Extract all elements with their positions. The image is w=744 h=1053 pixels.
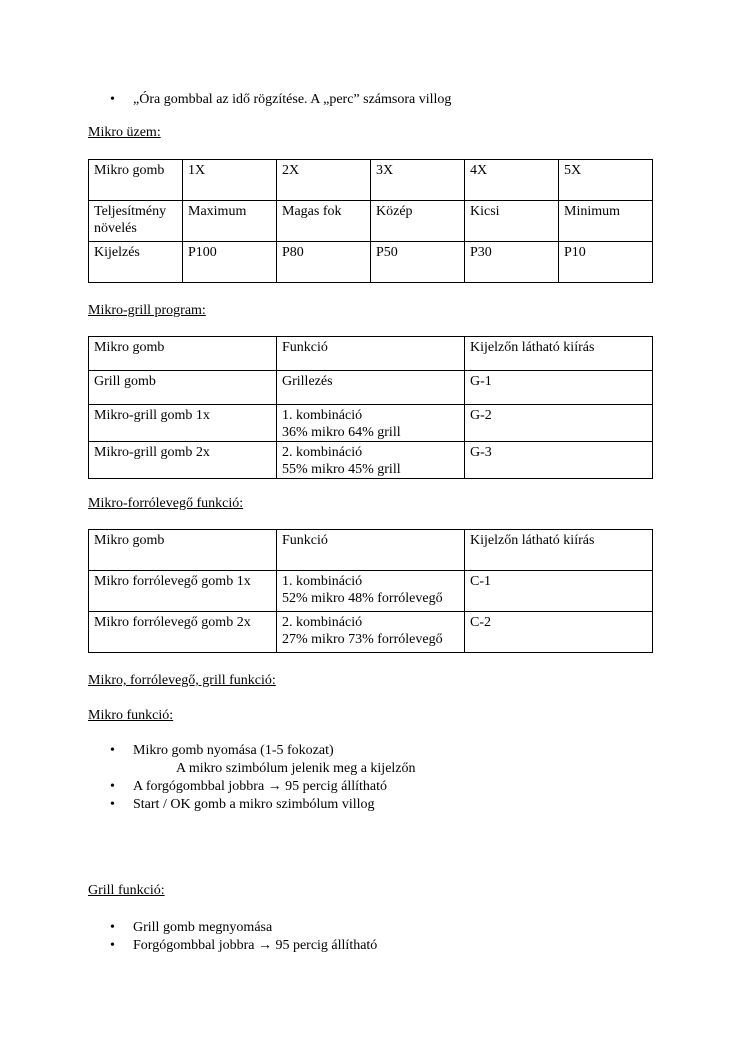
table-cell: Funkció	[277, 530, 465, 571]
table-cell: G-3	[465, 442, 653, 479]
table-cell: P30	[465, 242, 559, 283]
table-cell: Magas fok	[277, 201, 371, 242]
table-cell: P100	[183, 242, 277, 283]
table-cell: P80	[277, 242, 371, 283]
table-cell: Közép	[371, 201, 465, 242]
list-item	[110, 919, 272, 937]
list-item	[110, 742, 334, 760]
table-row	[89, 612, 653, 653]
table-cell: Minimum	[559, 201, 653, 242]
table-cell: P50	[371, 242, 465, 283]
section-heading-mikro-forrolevego: Mikro-forrólevegő funkció:	[88, 496, 244, 511]
table-cell: G-2	[465, 405, 653, 442]
list-item	[110, 937, 377, 955]
bullet-icon: •	[110, 92, 115, 107]
table-cell: 2X	[277, 160, 371, 201]
table-row	[89, 371, 653, 405]
mikro-grill-table	[88, 336, 653, 479]
bullet-icon: •	[110, 797, 115, 812]
table-row	[89, 242, 653, 283]
table-cell: Maximum	[183, 201, 277, 242]
table-cell: Mikro forrólevegő gomb 2x	[89, 612, 277, 653]
table-cell: Mikro gomb	[89, 160, 183, 201]
table-cell: Mikro-grill gomb 1x	[89, 405, 277, 442]
list-item-text: Mikro gomb nyomása (1-5 fokozat)	[133, 743, 334, 758]
table-cell: P10	[559, 242, 653, 283]
section-heading-mikro-funkcio: Mikro funkció:	[88, 708, 174, 723]
table-cell: Kijelzőn látható kiírás	[465, 530, 653, 571]
table-header-row	[89, 160, 653, 201]
table-header-row	[89, 530, 653, 571]
intro-bullet-item	[110, 91, 451, 109]
table-cell: 5X	[559, 160, 653, 201]
table-cell: 1X	[183, 160, 277, 201]
table-cell: Grillezés	[277, 371, 465, 405]
list-item-text: Forgógombbal jobbra → 95 percig állítható	[133, 938, 378, 953]
table-cell: 1. kombináció 36% mikro 64% grill	[277, 405, 465, 442]
table-cell: 2. kombináció 27% mikro 73% forrólevegő	[277, 612, 465, 653]
bullet-icon: •	[110, 920, 115, 935]
table-row	[89, 405, 653, 442]
table-cell: 4X	[465, 160, 559, 201]
table-cell: Kicsi	[465, 201, 559, 242]
table-cell: Grill gomb	[89, 371, 277, 405]
table-cell: G-1	[465, 371, 653, 405]
intro-bullet-text: „Óra gombbal az idő rögzítése. A „perc” számsora villog	[133, 92, 452, 107]
table-row	[89, 442, 653, 479]
table-cell: C-1	[465, 571, 653, 612]
list-item-text: A forgógombbal jobbra → 95 percig állítható	[133, 779, 388, 794]
table-cell: Kijelzés	[89, 242, 183, 283]
bullet-icon: •	[110, 779, 115, 794]
bullet-icon: •	[110, 938, 115, 953]
bullet-icon: •	[110, 743, 115, 758]
table-cell: 3X	[371, 160, 465, 201]
table-cell: 2. kombináció 55% mikro 45% grill	[277, 442, 465, 479]
table-cell: Mikro-grill gomb 2x	[89, 442, 277, 479]
table-cell: Mikro forrólevegő gomb 1x	[89, 571, 277, 612]
list-item-text: Start / OK gomb a mikro szimbólum villog	[133, 797, 375, 812]
section-heading-grill-funkcio: Grill funkció:	[88, 883, 165, 898]
table-cell: Kijelzőn látható kiírás	[465, 337, 653, 371]
table-row	[89, 571, 653, 612]
mikro-uzem-table	[88, 159, 653, 283]
list-item-text: Grill gomb megnyomása	[133, 920, 273, 935]
mikro-forrolevego-table	[88, 529, 653, 653]
section-heading-mikro-uzem: Mikro üzem:	[88, 125, 161, 140]
section-heading-mikro-grill: Mikro-grill program:	[88, 303, 206, 318]
table-header-row	[89, 337, 653, 371]
table-row	[89, 201, 653, 242]
table-cell: Mikro gomb	[89, 530, 277, 571]
list-item	[110, 778, 387, 796]
table-cell: Teljesítmény növelés	[89, 201, 183, 242]
table-cell: C-2	[465, 612, 653, 653]
section-heading-kombinalt: Mikro, forrólevegő, grill funkció:	[88, 673, 276, 688]
list-item	[110, 796, 375, 814]
table-cell: Funkció	[277, 337, 465, 371]
table-cell: Mikro gomb	[89, 337, 277, 371]
list-item-subnote: A mikro szimbólum jelenik meg a kijelzőn	[176, 761, 416, 776]
table-cell: 1. kombináció 52% mikro 48% forrólevegő	[277, 571, 465, 612]
